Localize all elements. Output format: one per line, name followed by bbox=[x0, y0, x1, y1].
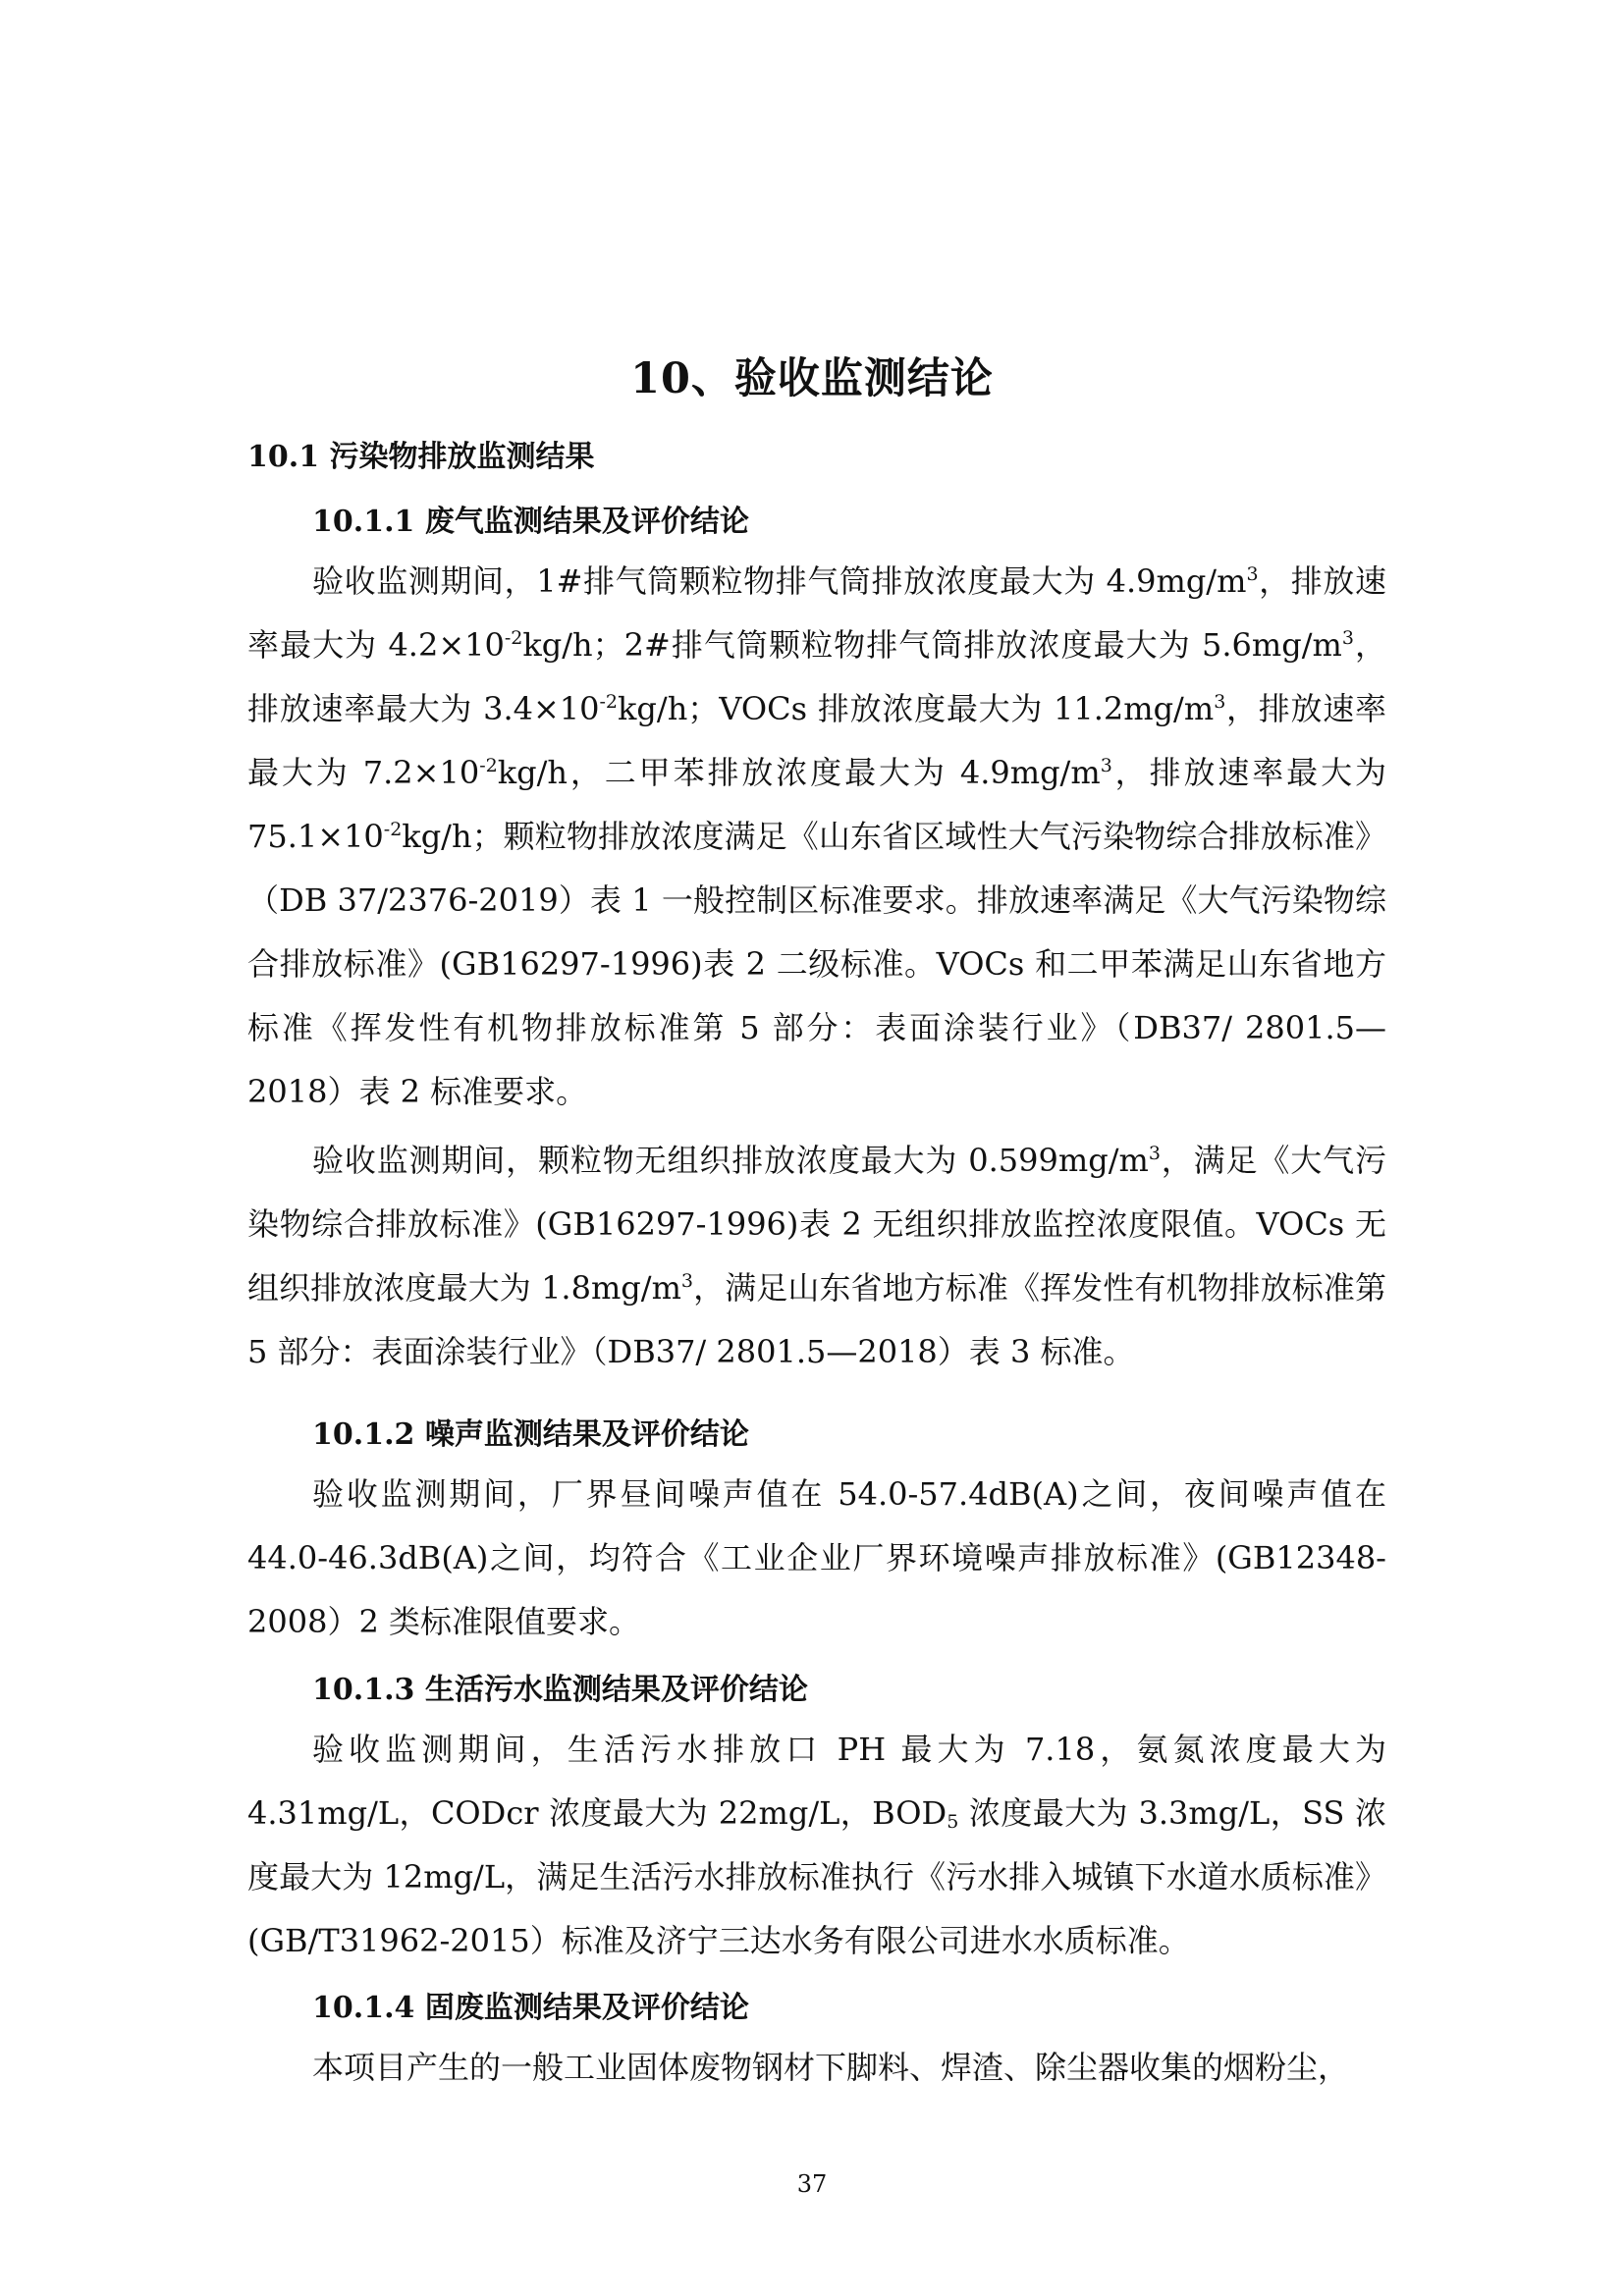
text-run: 验收监测期间，1#排气筒颗粒物排气筒排放浓度最大为 4.9mg/m bbox=[312, 562, 1247, 600]
text-run: ，排放速率最大为 7.2×10 bbox=[247, 690, 1386, 791]
text-run: ，排放速率最大为 3.4×10 bbox=[247, 626, 1386, 727]
superscript: 3 bbox=[1246, 563, 1259, 585]
text-run: kg/h；颗粒物排放浓度满足《山东省区域性大气污染物综合排放标准》（DB 37/2376-2019）表 1 一般控制区标准要求。排放速率满足《大气污染物综合排放标准》(GB16297-1996)表 2 二级标准。VOCs 和二甲苯满足山东省地方标准《挥发性有机物排放标准第 5 部分：表面涂装行业》（DB37/ 2801.5—2018）表 2 标准要求。 bbox=[247, 818, 1386, 1110]
text-run: kg/h，二甲苯排放浓度最大为 4.9mg/m bbox=[497, 754, 1101, 791]
exhaust-gas-paragraph-2 bbox=[247, 1129, 1386, 1384]
text-run: ，满足《大气污染物综合排放标准》(GB16297-1996)表 2 无组织排放监控浓度限值。VOCs 无组织排放浓度最大为 1.8mg/m bbox=[247, 1142, 1386, 1307]
superscript: -2 bbox=[383, 819, 403, 840]
superscript: 3 bbox=[1148, 1143, 1161, 1164]
subscript: 5 bbox=[947, 1811, 959, 1833]
exhaust-gas-paragraph-1 bbox=[247, 550, 1386, 1124]
text-run: 验收监测期间，生活污水排放口 PH 最大为 7.18，氨氮浓度最大为 4.31mg/L，CODcr 浓度最大为 22mg/L，BOD bbox=[247, 1731, 1386, 1832]
text-run: kg/h；2#排气筒颗粒物排气筒排放浓度最大为 5.6mg/m bbox=[522, 626, 1342, 664]
superscript: -2 bbox=[504, 627, 523, 649]
subsection-heading-exhaust-gas: 10.1.1 废气监测结果及评价结论 bbox=[312, 505, 749, 539]
solid-waste-paragraph: 本项目产生的一般工业固体废物钢材下脚料、焊渣、除尘器收集的烟粉尘， bbox=[312, 2049, 1350, 2086]
superscript: 3 bbox=[1100, 755, 1112, 776]
text-run: ，满足山东省地方标准《挥发性有机物排放标准第 5 部分：表面涂装行业》（DB37/ 2801.5—2018）表 3 标准。 bbox=[247, 1269, 1386, 1370]
superscript: 3 bbox=[1341, 627, 1354, 649]
text-run: 验收监测期间，颗粒物无组织排放浓度最大为 0.599mg/m bbox=[312, 1142, 1149, 1179]
superscript: -2 bbox=[479, 755, 498, 776]
section-heading: 10.1 污染物排放监测结果 bbox=[247, 440, 595, 474]
text-run: ，排放速率最大为 4.2×10 bbox=[247, 562, 1386, 664]
text-run: 浓度最大为 3.3mg/L，SS 浓度最大为 12mg/L，满足生活污水排放标准执行《污水排入城镇下水道水质标准》(GB/T31962-2015）标准及济宁三达水务有限公司进水水质标准。 bbox=[247, 1794, 1386, 1959]
chapter-title: 10、验收监测结论 bbox=[630, 354, 994, 403]
noise-paragraph: 验收监测期间，厂界昼间噪声值在 54.0-57.4dB(A)之间，夜间噪声值在 44.0-46.3dB(A)之间，均符合《工业企业厂界环境噪声排放标准》(GB12348-2008）2 类标准限值要求。 bbox=[247, 1475, 1386, 1640]
text-run: ，排放速率最大为 75.1×10 bbox=[247, 754, 1386, 855]
sewage-paragraph bbox=[247, 1718, 1386, 1973]
subsection-heading-solid-waste: 10.1.4 固废监测结果及评价结论 bbox=[312, 1991, 749, 2025]
superscript: 3 bbox=[680, 1270, 694, 1292]
subsection-heading-sewage: 10.1.3 生活污水监测结果及评价结论 bbox=[312, 1673, 808, 1707]
superscript: 3 bbox=[1214, 691, 1226, 713]
text-run: kg/h；VOCs 排放浓度最大为 11.2mg/m bbox=[618, 690, 1215, 727]
subsection-heading-noise: 10.1.2 噪声监测结果及评价结论 bbox=[312, 1417, 749, 1452]
superscript: -2 bbox=[599, 691, 619, 713]
page-number: 37 bbox=[796, 2170, 828, 2198]
